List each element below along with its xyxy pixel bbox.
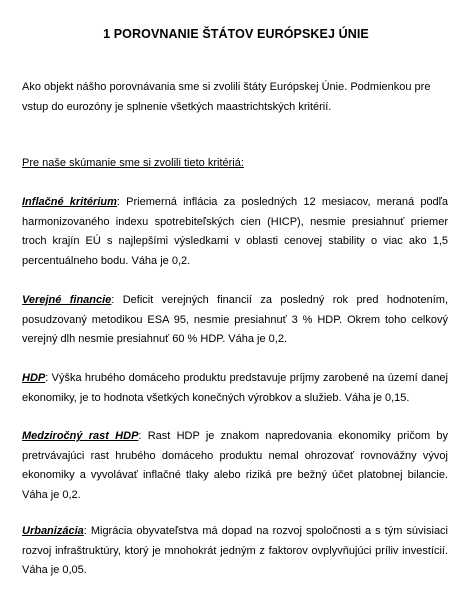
criterion-term: Medziročný rast HDP (22, 430, 139, 442)
criterion-term: Inflačné kritérium (22, 196, 117, 208)
criterion-inflation (22, 193, 448, 271)
criterion-public-finance (22, 291, 448, 350)
criterion-gdp-growth (22, 427, 448, 505)
criterion-description: : Migrácia obyvateľstva má dopad na rozvoj spoločnosti a s tým súvisiaci rozvoj infraštruktúry, ktorý je mnohokrát jedným z faktorov ovplyvňujúci príliv investícií. Váha je 0,05. (22, 525, 448, 576)
criterion-gdp (22, 369, 448, 408)
criterion-term: Verejné financie (22, 294, 112, 306)
criterion-description: : Rast HDP je znakom napredovania ekonomiky pričom by pretrvávajúci rast hrubého domáceho produktu nemal ohrozovať rovnovážny vývoj ekonomiky a vyvolávať inflačné tlaky alebo riziká pre bežný účet platobnej bilancie. Váha je 0,2. (22, 430, 448, 501)
criterion-description: : Priemerná inflácia za posledných 12 mesiacov, meraná podľa harmonizovaného indexu spotrebiteľských cien (HICP), nesmie presiahnuť priemer troch krajín EÚ s najlepšími výsledkami v oblasti cenovej stability o viac ako 1,5 percentuálneho bodu. Váha je 0,2. (22, 196, 448, 267)
criterion-urbanization (22, 522, 448, 581)
intro-paragraph: Ako objekt nášho porovnávania sme si zvolili štáty Európskej Únie. Podmienkou pre vstup do eurozóny je splnenie všetkých maastrichtských kritérií. (22, 81, 431, 113)
criteria-lead-paragraph (22, 154, 448, 174)
criterion-description: : Deficit verejných financií za posledný rok pred hodnotením, posudzovaný metodikou ESA 95, nesmie presiahnuť 3 % HDP. Okrem toho celkový verejný dlh nesmie presiahnuť 60 % HDP. Váha je 0,2. (22, 294, 448, 345)
criterion-term: Urbanizácia (22, 525, 84, 537)
criterion-description: : Výška hrubého domáceho produktu predstavuje príjmy zarobené na území danej ekonomiky, je to hodnota všetkých konečných výrobkov a služieb. Váha je 0,15. (22, 372, 448, 404)
criteria-lead-text: Pre naše skúmanie sme si zvolili tieto kritériá: (22, 157, 244, 169)
document-title: 1 POROVNANIE ŠTÁTOV EURÓPSKEJ ÚNIE (103, 27, 369, 41)
criterion-term: HDP (22, 372, 46, 384)
